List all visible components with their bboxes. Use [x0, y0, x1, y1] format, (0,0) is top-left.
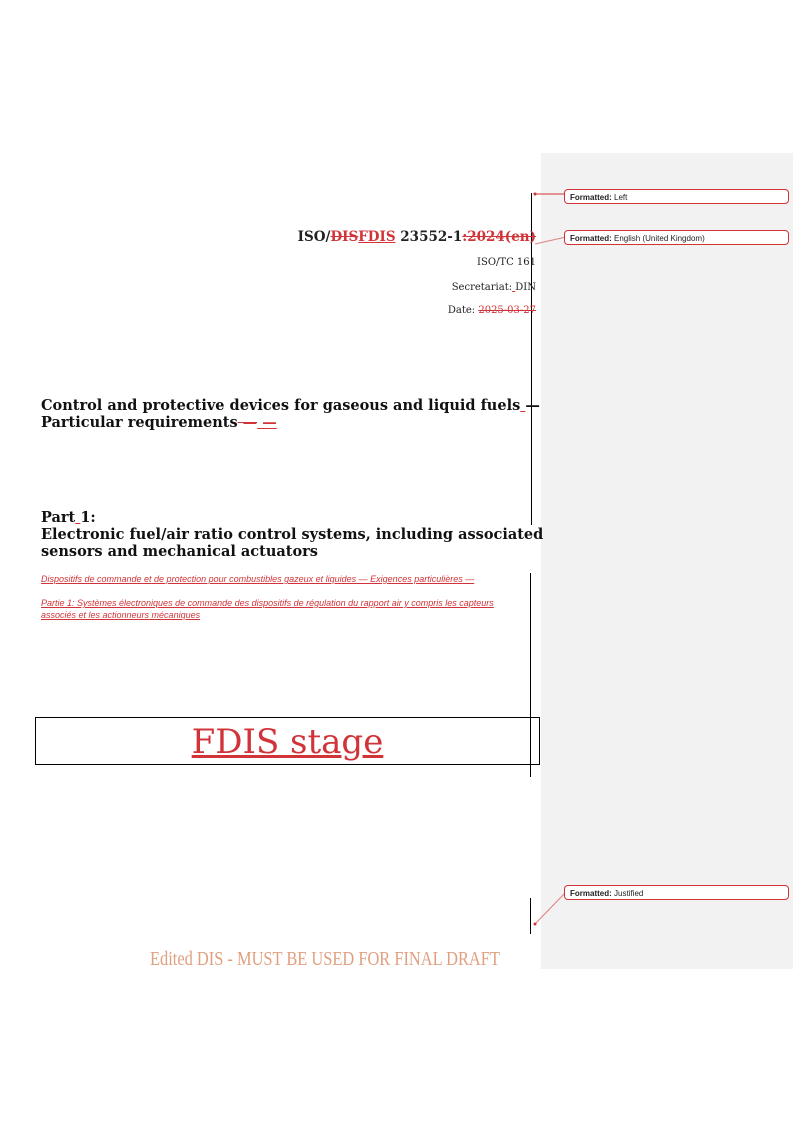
- comment-formatted-left[interactable]: [564, 189, 789, 204]
- comment-label: Formatted:: [570, 889, 612, 898]
- inserted-dash: —: [257, 414, 277, 431]
- comment-connectors: [530, 185, 570, 935]
- title-line1: Control and protective devices for gaseous and liquid fuels: [41, 397, 521, 414]
- inserted-stage: FDIS: [358, 229, 396, 245]
- title-line2: Particular requirements: [41, 414, 238, 431]
- comment-formatted-language[interactable]: [564, 230, 789, 245]
- stage-label: FDIS stage: [191, 722, 384, 762]
- doc-prefix: ISO/: [297, 229, 331, 245]
- comment-margin: [541, 153, 793, 969]
- part-label: Part: [41, 509, 76, 526]
- part-title: [41, 509, 543, 560]
- deleted-stage: DIS: [330, 229, 359, 245]
- document-number: [298, 229, 536, 245]
- part-number: 1:: [80, 509, 96, 526]
- comment-value: English (United Kingdom): [614, 234, 705, 243]
- title-dash: —: [525, 397, 540, 414]
- part-line1: Electronic fuel/air ratio control systems, including associated: [41, 526, 544, 543]
- committee: ISO/TC 161: [477, 257, 536, 268]
- comment-value: Justified: [614, 889, 644, 898]
- secretariat: [452, 282, 536, 293]
- comment-label: Formatted:: [570, 234, 612, 243]
- comment-label: Formatted:: [570, 193, 612, 202]
- date: [448, 305, 536, 316]
- secretariat-label: Secretariat:: [451, 282, 513, 293]
- deleted-dash: —: [237, 414, 258, 431]
- deleted-suffix: :2024(en): [462, 229, 536, 245]
- watermark: Edited DIS - MUST BE USED FOR FINAL DRAFT: [150, 948, 500, 970]
- comment-value: Left: [614, 193, 628, 202]
- document-title: [41, 397, 540, 431]
- comment-formatted-justified[interactable]: [564, 885, 789, 900]
- stage-box: [35, 717, 540, 765]
- doc-number: 23552-1: [395, 229, 463, 245]
- french-title: Dispositifs de commande et de protection pour combustibles gazeux et liquides — Exigences particulières —: [41, 574, 475, 584]
- deleted-date: 2025-03-27: [478, 305, 536, 316]
- date-label: Date:: [447, 305, 479, 316]
- french-part: Partie 1: Systèmes électroniques de commande des dispositifs de régulation du rapport air y compris les capteurs associés et les actionneurs mécaniques: [41, 598, 494, 620]
- part-line2: sensors and mechanical actuators: [41, 543, 318, 560]
- secretariat-value: DIN: [515, 282, 536, 293]
